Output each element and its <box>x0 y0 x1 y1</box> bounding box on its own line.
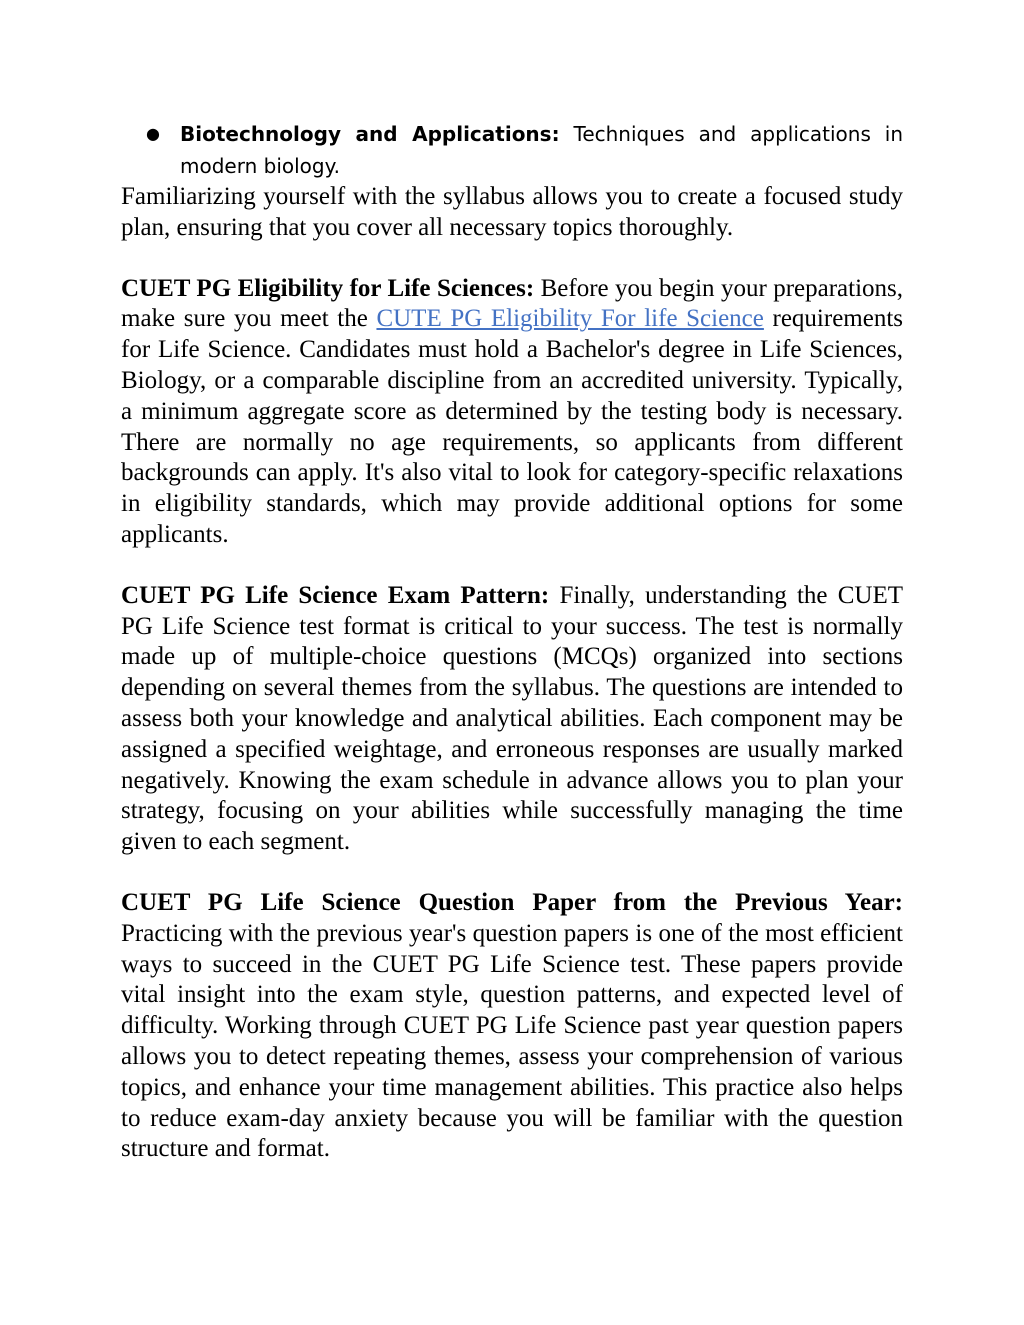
bullet-list <box>121 118 903 182</box>
exam-pattern-text: Finally, understanding the CUET PG Life Science test format is critical to your success. The test is normally made up of multiple-choice questions (MCQs) organized into sections depending on several themes from the syllabus. The questions are intended to assess both your knowledge and analytical abilities. Each component may be assigned a specified weightage, and erroneous responses are usually marked negatively. Knowing the exam schedule in advance allows you to plan your strategy, focusing on your abilities while successfully managing the time given to each segment. <box>121 581 903 856</box>
eligibility-heading: CUET PG Eligibility for Life Sciences: <box>121 274 535 302</box>
eligibility-paragraph <box>121 274 903 551</box>
exam-pattern-paragraph <box>121 581 903 858</box>
eligibility-text-after-link: requirements for Life Science. Candidates must hold a Bachelor's degree in Life Sciences, Biology, or a comparable discipline from an accredited university. Typically, a minimum aggregate score as determined by the testing body is necessary. There are normally no age requirements, so applicants from different backgrounds can apply. It's also vital to look for category-specific relaxations in eligibility standards, which may provide additional options for some applicants. <box>121 305 904 548</box>
intro-paragraph: Familiarizing yourself with the syllabus allows you to create a focused study plan, ensuring that you cover all necessary topics thoroughly. <box>121 183 903 241</box>
document-page <box>121 118 903 1165</box>
eligibility-text-before-link: Before you begin your preparations, make sure you meet the <box>121 274 904 333</box>
question-paper-paragraph <box>121 888 903 1165</box>
bullet-text: Techniques and applications in modern biology. <box>180 122 904 178</box>
question-paper-heading: CUET PG Life Science Question Paper from the Previous Year: <box>121 888 903 916</box>
list-item <box>121 118 903 182</box>
bullet-term: Biotechnology and Applications: <box>180 122 560 146</box>
eligibility-link[interactable]: CUTE PG Eligibility For life Science <box>376 305 764 333</box>
exam-pattern-heading: CUET PG Life Science Exam Pattern: <box>121 581 550 609</box>
bullet-icon: ● <box>146 124 160 143</box>
question-paper-text: Practicing with the previous year's question papers is one of the most efficient ways to succeed in the CUET PG Life Science test. These papers provide vital insight into the exam style, question patterns, and expected level of difficulty. Working through CUET PG Life Science past year question papers allows you to detect repeating themes, assess your comprehension of various topics, and enhance your time management abilities. This practice also helps to reduce exam-day anxiety because you will be familiar with the question structure and format. <box>121 919 903 1163</box>
